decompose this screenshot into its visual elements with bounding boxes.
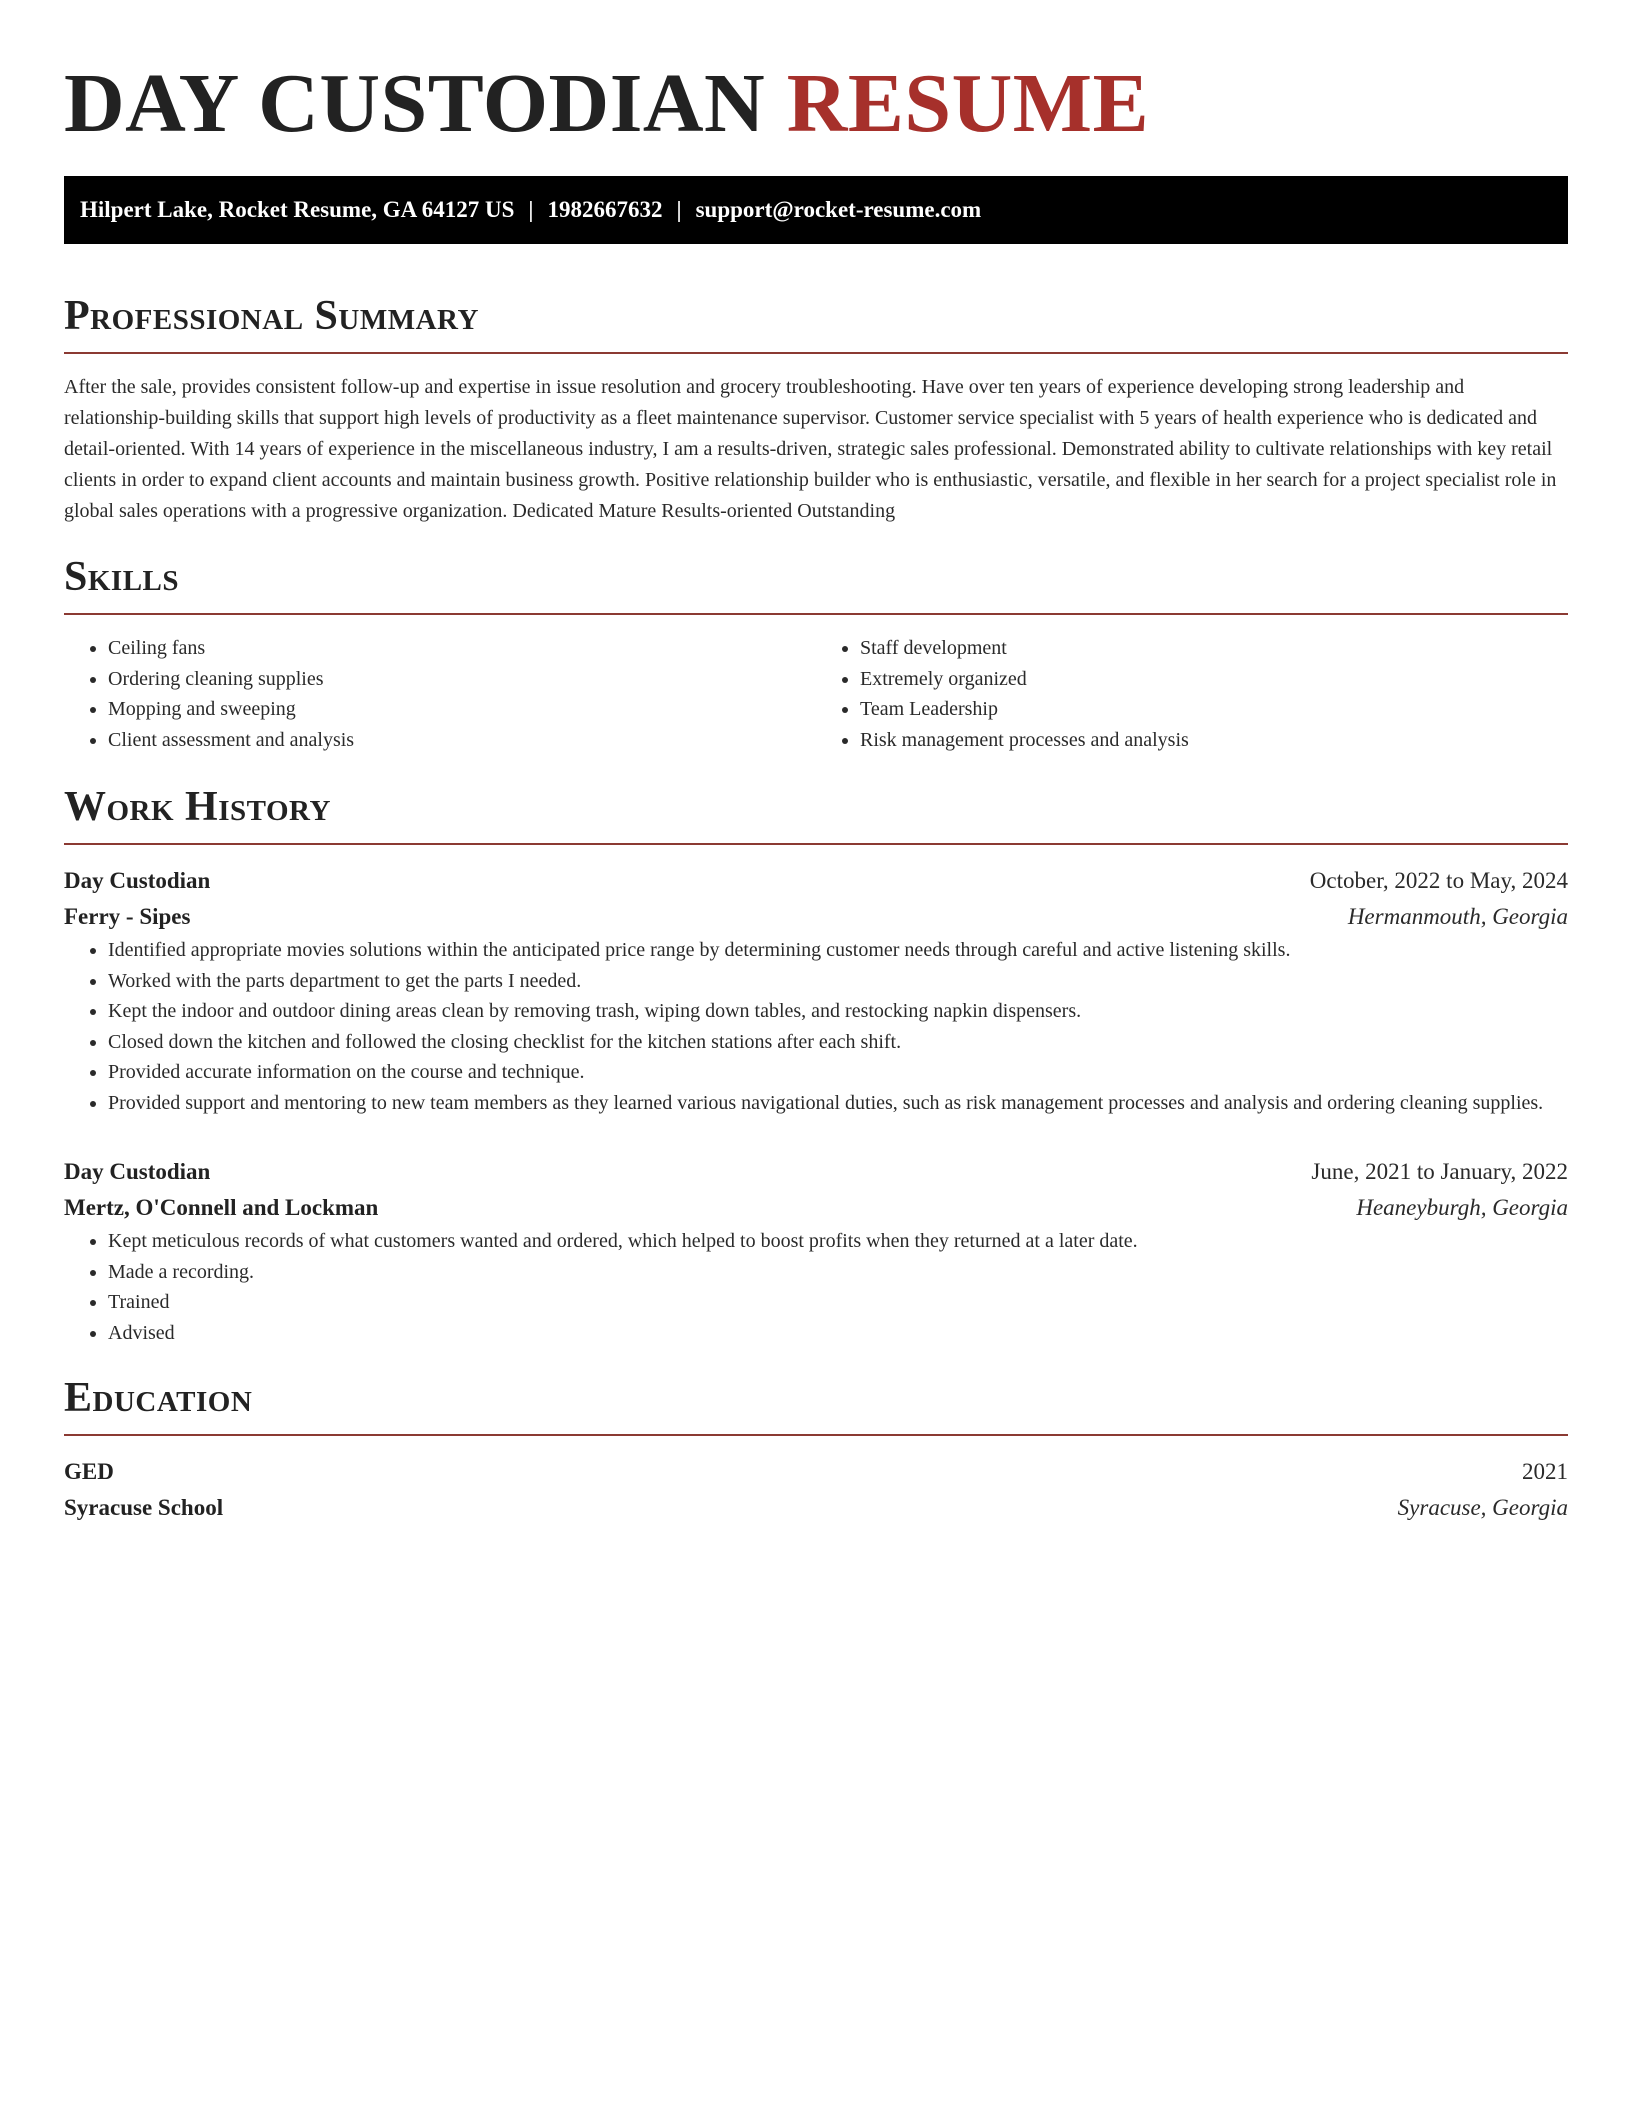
job-bullets xyxy=(64,935,1568,1118)
section-divider xyxy=(64,1434,1568,1436)
job-bullets xyxy=(64,1226,1568,1348)
section-divider xyxy=(64,352,1568,354)
skills-section xyxy=(64,553,1568,755)
skill-item: • Client assessment and analysis xyxy=(108,725,816,756)
job-entry xyxy=(64,863,1568,1118)
skills-heading: Skills xyxy=(64,554,180,600)
skills-list-right xyxy=(816,633,1568,755)
job-bullet: • Trained xyxy=(108,1287,1568,1318)
skill-item: • Risk management processes and analysis xyxy=(860,725,1568,756)
skill-item: • Mopping and sweeping xyxy=(108,694,816,725)
job-company-row xyxy=(64,1190,1568,1226)
contact-separator: | xyxy=(676,197,682,222)
education-section xyxy=(64,1374,1568,1526)
job-bullet: • Kept meticulous records of what customers wanted and ordered, which helped to boost profits when they returned at a later date. xyxy=(108,1226,1568,1257)
work-section xyxy=(64,783,1568,1348)
title-accent: RESUME xyxy=(786,57,1150,150)
job-entry xyxy=(64,1154,1568,1348)
job-bullet: • Worked with the parts department to get the parts I needed. xyxy=(108,966,1568,997)
job-bullet: • Provided support and mentoring to new team members as they learned various navigational duties, such as risk management processes and analysis and ordering cleaning supplies. xyxy=(108,1088,1568,1119)
education-school: Syracuse School xyxy=(64,1495,224,1520)
education-heading: Education xyxy=(64,1375,253,1421)
education-year: 2021 xyxy=(1522,1459,1568,1484)
summary-heading: Professional Summary xyxy=(64,293,479,339)
job-title-row xyxy=(64,863,1568,899)
job-location: Heaneyburgh, Georgia xyxy=(1356,1195,1568,1220)
skill-item: • Extremely organized xyxy=(860,664,1568,695)
education-location: Syracuse, Georgia xyxy=(1397,1495,1568,1520)
job-bullet: • Provided accurate information on the course and technique. xyxy=(108,1057,1568,1088)
work-heading: Work History xyxy=(64,784,331,830)
skill-item: • Team Leadership xyxy=(860,694,1568,725)
section-divider xyxy=(64,613,1568,615)
job-bullet: • Made a recording. xyxy=(108,1257,1568,1288)
title-main: DAY CUSTODIAN xyxy=(64,57,766,150)
skill-item: • Staff development xyxy=(860,633,1568,664)
job-dates: October, 2022 to May, 2024 xyxy=(1309,868,1568,893)
job-company: Ferry - Sipes xyxy=(64,904,191,929)
job-bullet: • Identified appropriate movies solutions within the anticipated price range by determining customer needs through careful and active listening skills. xyxy=(108,935,1568,966)
skills-grid xyxy=(64,633,1568,755)
contact-bar xyxy=(64,176,1568,244)
summary-text: After the sale, provides consistent follow-up and expertise in issue resolution and grocery troubleshooting. Have over ten years of experience developing strong leadership and relationship-building skills that support high levels of productivity as a fleet maintenance supervisor. Customer service specialist with 5 years of health experience who is dedicated and detail-oriented. With 14 years of experience in the miscellaneous industry, I am a results-driven, strategic sales professional. Demonstrated ability to cultivate relationships with key retail clients in order to expand client accounts and maintain business growth. Positive relationship builder who is enthusiastic, versatile, and flexible in her search for a project specialist role in global sales operations with a progressive organization. Dedicated Mature Results-oriented Outstanding xyxy=(64,376,1557,522)
skills-list-left xyxy=(64,633,816,755)
skill-item: • Ordering cleaning supplies xyxy=(108,664,816,695)
contact-separator: | xyxy=(528,197,534,222)
job-title-row xyxy=(64,1154,1568,1190)
section-divider xyxy=(64,843,1568,845)
job-title: Day Custodian xyxy=(64,868,211,893)
contact-phone: 1982667632 xyxy=(547,197,663,222)
resume-title xyxy=(64,0,1568,176)
contact-email: support@rocket-resume.com xyxy=(695,197,982,222)
contact-address: Hilpert Lake, Rocket Resume, GA 64127 US xyxy=(80,197,515,222)
job-dates: June, 2021 to January, 2022 xyxy=(1311,1159,1568,1184)
job-title: Day Custodian xyxy=(64,1159,211,1184)
job-bullet: • Advised xyxy=(108,1318,1568,1349)
job-bullet: • Closed down the kitchen and followed the closing checklist for the kitchen stations after each shift. xyxy=(108,1027,1568,1058)
education-degree-row xyxy=(64,1454,1568,1490)
job-company: Mertz, O'Connell and Lockman xyxy=(64,1195,379,1220)
job-company-row xyxy=(64,899,1568,935)
skill-item: • Ceiling fans xyxy=(108,633,816,664)
job-location: Hermanmouth, Georgia xyxy=(1347,904,1568,929)
summary-section xyxy=(64,292,1568,527)
job-bullet: • Kept the indoor and outdoor dining areas clean by removing trash, wiping down tables, and restocking napkin dispensers. xyxy=(108,996,1568,1027)
education-degree: GED xyxy=(64,1459,114,1484)
education-school-row xyxy=(64,1490,1568,1526)
